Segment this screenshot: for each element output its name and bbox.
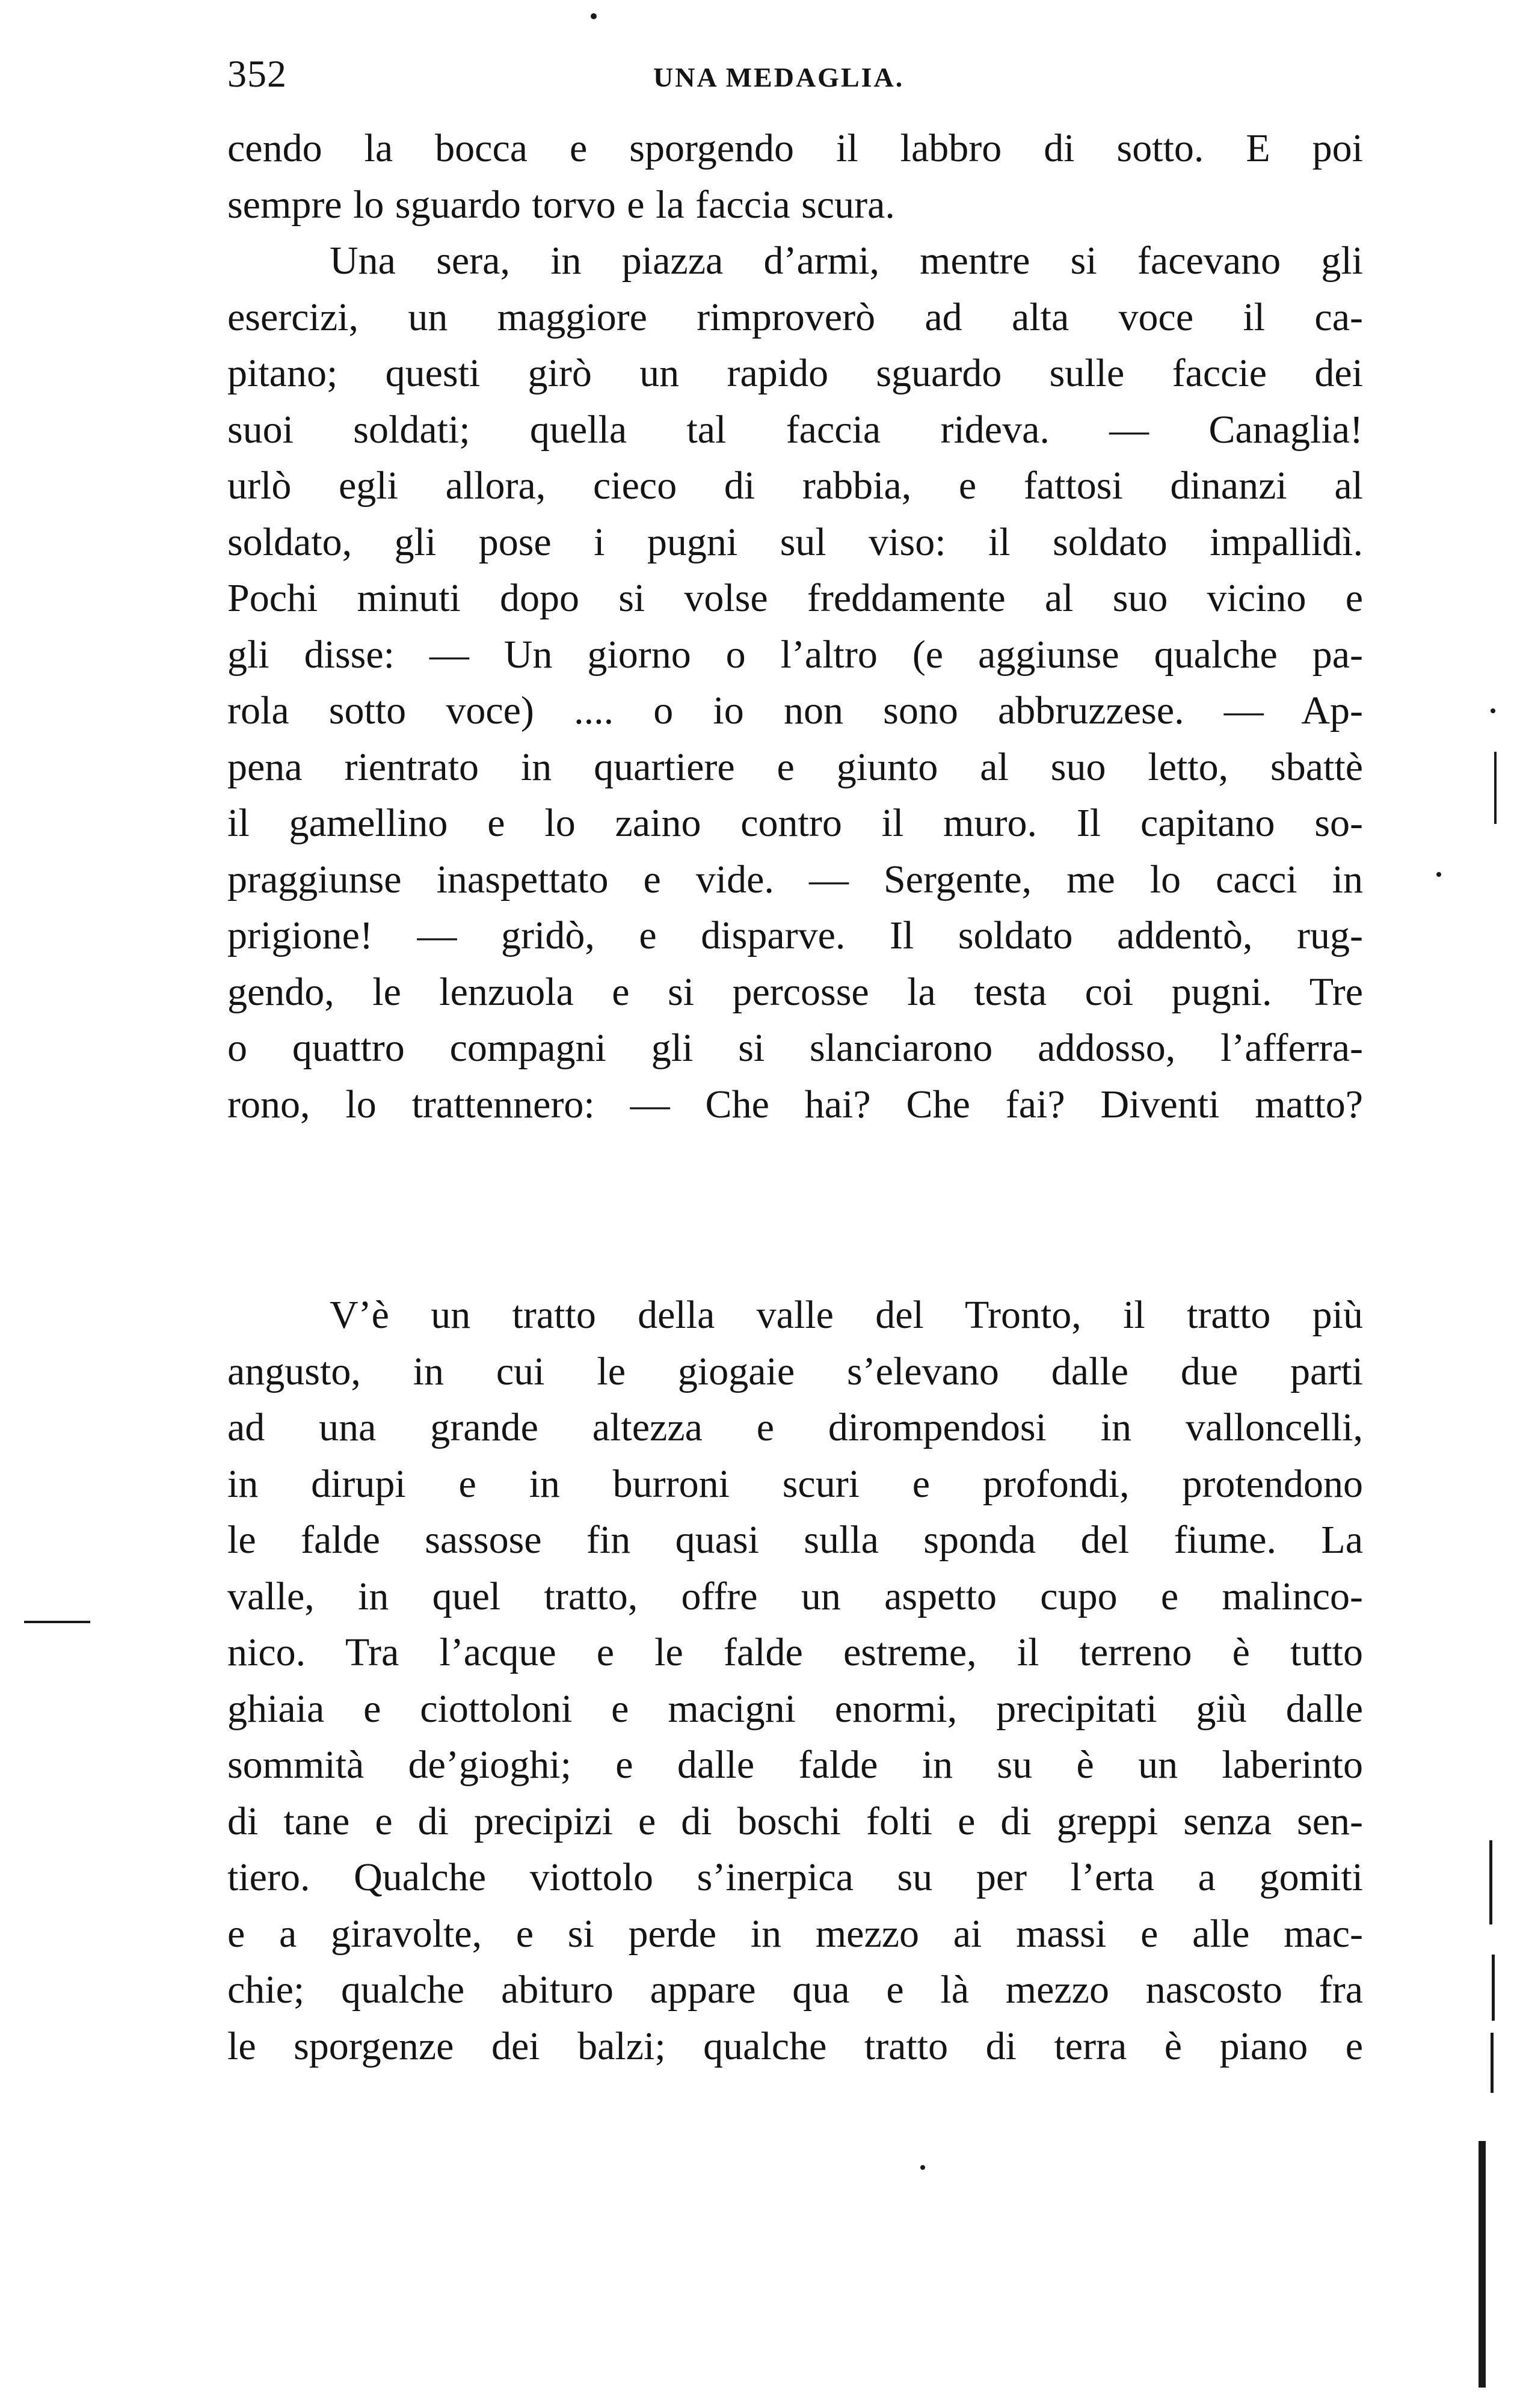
text-line: rola sotto voce) .... o io non sono abbruzzese. — Ap-: [227, 689, 1363, 733]
text-line: nico. Tra l’acque e le falde estreme, il terreno è tutto: [227, 1630, 1363, 1674]
scan-edge-mark: [1492, 1955, 1495, 2021]
text-line: il gamellino e lo zaino contro il muro. Il capitano so-: [227, 801, 1363, 845]
ink-speck: [1436, 872, 1441, 877]
ink-speck: [591, 13, 597, 19]
text-line: di tane e di precipizi e di boschi folti e di greppi senza sen-: [227, 1799, 1363, 1843]
text-line: ghiaia e ciottoloni e macigni enormi, precipitati giù dalle: [227, 1686, 1363, 1731]
running-head: [227, 47, 1370, 101]
text-line: Una sera, in piazza d’armi, mentre si facevano gli: [330, 239, 1363, 283]
running-title: UNA MEDAGLIA.: [653, 62, 905, 93]
text-line: le falde sassose fin quasi sulla sponda del fiume. La: [227, 1518, 1363, 1562]
text-line: prigione! — gridò, e disparve. Il soldato addentò, rug-: [227, 914, 1363, 957]
text-line: le sporgenze dei balzi; qualche tratto di terra è piano e: [227, 2024, 1363, 2068]
margin-dash-mark: [24, 1621, 90, 1623]
text-line: cendo la bocca e sporgendo il labbro di sotto. E poi: [227, 126, 1363, 170]
text-line: esercizi, un maggiore rimproverò ad alta voce il ca-: [227, 295, 1363, 339]
text-line: ad una grande altezza e dirompendosi in valloncelli,: [227, 1405, 1363, 1449]
paragraph-1: [227, 120, 1363, 1132]
text-line: gli disse: — Un giorno o l’altro (e aggiunse qualche pa-: [227, 632, 1363, 677]
scan-edge-mark: [1491, 2033, 1494, 2093]
scan-edge-mark: [1494, 752, 1497, 824]
text-line: pitano; questi girò un rapido sguardo sulle faccie dei: [227, 351, 1363, 395]
text-line: Pochi minuti dopo si volse freddamente al suo vicino e: [227, 576, 1363, 620]
paragraph-2: [227, 1287, 1363, 2074]
scan-edge-mark: [1489, 1840, 1492, 1924]
text-line: in dirupi e in burroni scuri e profondi, protendono: [227, 1461, 1363, 1506]
text-line: o quattro compagni gli si slanciarono addosso, l’afferra-: [227, 1026, 1363, 1070]
text-line: rono, lo trattennero: — Che hai? Che fai? Diventi matto?: [227, 1082, 1363, 1126]
text-line: e a giravolte, e si perde in mezzo ai massi e alle mac-: [227, 1911, 1363, 1956]
page-number: 352: [227, 52, 287, 95]
text-line: pena rientrato in quartiere e giunto al suo letto, sbattè: [227, 745, 1363, 789]
text-line: gendo, le lenzuola e si percosse la testa coi pugni. Tre: [227, 969, 1363, 1014]
ink-speck: [920, 2165, 925, 2170]
text-line: tiero. Qualche viottolo s’inerpica su per l’erta a gomiti: [227, 1855, 1363, 1899]
scan-edge-mark: [1479, 2141, 1486, 2388]
text-line: chie; qualche abituro appare qua e là mezzo nascosto fra: [227, 1968, 1363, 2012]
text-line: urlò egli allora, cieco di rabbia, e fattosi dinanzi al: [227, 464, 1363, 508]
text-line: sempre lo sguardo torvo e la faccia scura.: [227, 182, 895, 227]
text-line: suoi soldati; quella tal faccia rideva. — Canaglia!: [227, 407, 1363, 452]
text-line: sommità de’gioghi; e dalle falde in su è un laberinto: [227, 1743, 1363, 1787]
text-line: valle, in quel tratto, offre un aspetto cupo e malinco-: [227, 1574, 1363, 1618]
ink-speck: [1491, 708, 1495, 713]
text-line: soldato, gli pose i pugni sul viso: il soldato impallidì.: [227, 520, 1363, 564]
text-line: V’è un tratto della valle del Tronto, il tratto più: [330, 1293, 1363, 1337]
text-line: praggiunse inaspettato e vide. — Sergente, me lo cacci in: [227, 857, 1363, 901]
text-line: angusto, in cui le giogaie s’elevano dalle due parti: [227, 1349, 1363, 1393]
